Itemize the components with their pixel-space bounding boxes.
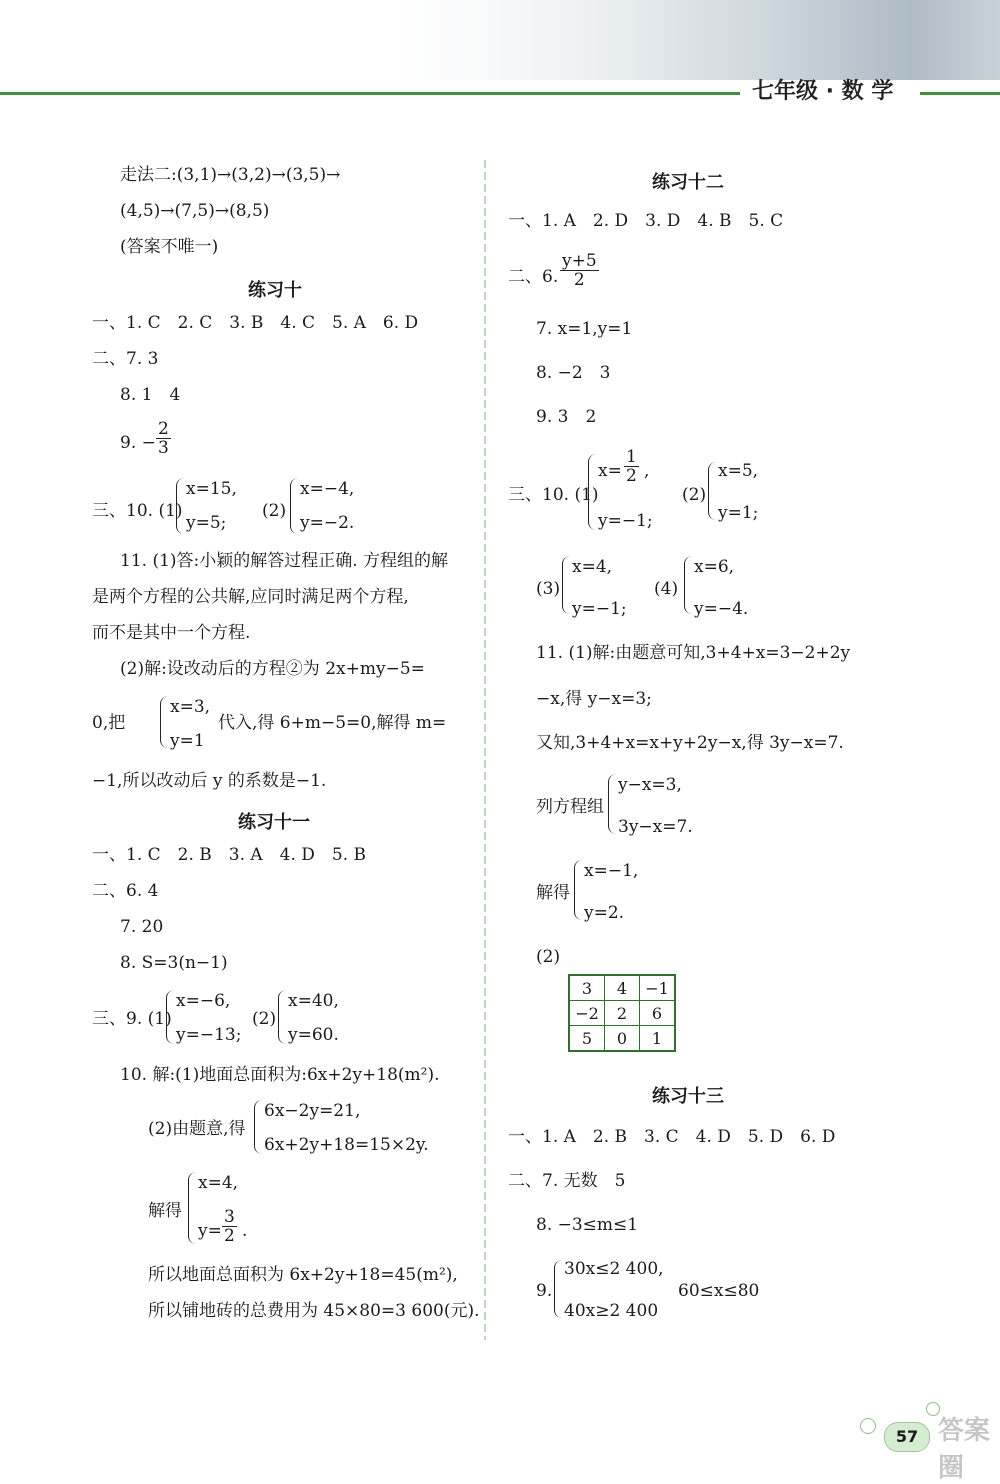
table-row	[569, 1001, 675, 1026]
system-line: x=4,	[198, 1173, 239, 1193]
system-line: y=−1;	[572, 599, 627, 619]
answer-13-9: 9.	[536, 1281, 553, 1301]
column-divider	[484, 160, 486, 1340]
system-line: x=4,	[572, 557, 613, 577]
answer-12-11-line-2: −x,得 y−x=3;	[536, 689, 652, 709]
system-line: x=40,	[288, 991, 339, 1011]
section-title-10: 练习十	[248, 280, 302, 301]
answer-12-1: 一、1. A 2. D 3. D 4. B 5. C	[508, 211, 784, 231]
answer-11-9-label: 三、9. (1)	[92, 1009, 172, 1029]
table-cell: 1	[640, 1026, 676, 1052]
route-line-2: (4,5)→(7,5)→(8,5)	[120, 201, 270, 221]
answer-12-10-label: 三、10. (1)	[508, 485, 599, 505]
brace-icon	[160, 696, 169, 748]
magic-square-table	[568, 974, 676, 1052]
brace-icon	[290, 478, 299, 534]
brace-icon	[562, 556, 571, 614]
table-row	[569, 975, 675, 1001]
brace-icon	[574, 860, 583, 920]
answer-11-line-1: 11. (1)答:小颖的解答过程正确. 方程组的解	[120, 551, 449, 571]
answer-11-line-3: 而不是其中一个方程.	[92, 623, 251, 643]
brace-icon	[254, 1100, 263, 1154]
system-line: y=1	[170, 731, 205, 751]
answer-10-10-part2: (2)	[262, 501, 287, 521]
answer-11-10-cost: 所以铺地砖的总费用为 45×80=3 600(元).	[148, 1301, 480, 1321]
table-cell: 6	[640, 1001, 676, 1026]
system-line: 6x+2y+18=15×2y.	[264, 1135, 429, 1155]
brace-icon	[166, 990, 175, 1044]
answer-10-7: 二、7. 3	[92, 349, 159, 369]
answer-12-11-solve: 解得	[536, 883, 570, 903]
page-header-title: 七年级 · 数 学	[752, 79, 894, 104]
answer-12-10-part3: (3)	[536, 579, 561, 599]
answer-11-10-2: (2)由题意,得	[148, 1119, 246, 1139]
system-line: y=−2.	[300, 513, 355, 533]
table-cell: −2	[569, 1001, 605, 1026]
answer-12-11-part2: (2)	[536, 947, 561, 967]
answer-11-9-part2: (2)	[252, 1009, 277, 1029]
system-line: y=−13;	[176, 1025, 242, 1045]
system-line: y=−1;	[598, 511, 653, 531]
system-line: y=60.	[288, 1025, 339, 1045]
table-row	[569, 1026, 675, 1052]
answer-12-7: 7. x=1,y=1	[536, 319, 633, 339]
answer-12-10-part4: (4)	[654, 579, 679, 599]
page-number: 57	[884, 1422, 930, 1452]
system-line: y−x=3,	[618, 775, 682, 795]
answer-10-10-label: 三、10. (1)	[92, 501, 183, 521]
answer-10-8: 8. 1 4	[120, 385, 181, 405]
answer-11-line-4: (2)解:设改动后的方程②为 2x+my−5=	[120, 659, 425, 679]
answer-11-line-6: −1,所以改动后 y 的系数是−1.	[92, 771, 327, 791]
table-cell: 5	[569, 1026, 605, 1052]
brace-icon	[554, 1260, 563, 1318]
answer-10-9: 9. −	[120, 433, 156, 453]
answer-11-10-solve: 解得	[148, 1201, 182, 1221]
system-line: 6x−2y=21,	[264, 1101, 361, 1121]
answer-11-1: 一、1. C 2. B 3. A 4. D 5. B	[92, 845, 367, 865]
system-line: y=−4.	[694, 599, 749, 619]
system-line: x=−1,	[584, 861, 639, 881]
answer-12-11-line-3: 又知,3+4+x=x+y+2y−x,得 3y−x=7.	[536, 733, 844, 753]
system-line: x=6,	[694, 557, 735, 577]
answer-11-7: 7. 20	[120, 917, 164, 937]
system-line-end: .	[242, 1221, 248, 1241]
system-line: y=1;	[718, 503, 759, 523]
answer-12-10-part2: (2)	[682, 485, 707, 505]
answer-12-8: 8. −2 3	[536, 363, 611, 383]
brace-icon	[708, 462, 717, 520]
brace-icon	[278, 990, 287, 1044]
header-decoration	[400, 0, 1000, 80]
system-line: y=5;	[186, 513, 227, 533]
answer-12-6: 二、6.	[508, 267, 559, 287]
answer-12-11-line-1: 11. (1)解:由题意可知,3+4+x=3−2+2y	[536, 643, 851, 663]
answer-11-6: 二、6. 4	[92, 881, 159, 901]
answer-11-8: 8. S=3(n−1)	[120, 953, 228, 973]
answer-12-9: 9. 3 2	[536, 407, 597, 427]
fraction-y: $\frac{3}{2}$	[224, 1207, 235, 1246]
system-line: x=3,	[170, 697, 211, 717]
route-line-1: 走法二:(3,1)→(3,2)→(3,5)→	[120, 165, 341, 185]
system-line: y=2.	[584, 903, 625, 923]
answer-12-11-system-label: 列方程组	[536, 797, 604, 817]
answer-11-line-2: 是两个方程的公共解,应同时满足两个方程,	[92, 587, 409, 607]
brace-icon	[188, 1172, 197, 1244]
table-cell: 0	[605, 1026, 640, 1052]
answer-13-9-range: 60≤x≤80	[678, 1281, 760, 1301]
fraction-10-9: $\frac{2}{3}$	[158, 419, 169, 458]
answer-10-1: 一、1. C 2. C 3. B 4. C 5. A 6. D	[92, 313, 419, 333]
system-line: 30x≤2 400,	[564, 1259, 664, 1279]
watermark-logo: 答案圈	[938, 1416, 991, 1483]
table-cell: −1	[640, 975, 676, 1001]
fraction-x: $\frac{1}{2}$	[626, 447, 637, 486]
fraction-12-6: $\frac{y+5}{2}$	[562, 251, 597, 290]
system-line: 3y−x=7.	[618, 817, 693, 837]
system-line: x=−4,	[300, 479, 355, 499]
system-line: x=15,	[186, 479, 237, 499]
header-rule	[0, 92, 740, 95]
table-cell: 4	[605, 975, 640, 1001]
answer-11-10-area: 所以地面总面积为 6x+2y+18=45(m²),	[148, 1265, 458, 1285]
table-cell: 2	[605, 1001, 640, 1026]
table-cell: 3	[569, 975, 605, 1001]
answer-11-line-5b: 代入,得 6+m−5=0,解得 m=	[218, 713, 447, 733]
system-line: x=	[598, 461, 622, 481]
section-title-12: 练习十二	[652, 172, 724, 193]
brace-icon	[588, 454, 597, 530]
system-line: x=5,	[718, 461, 759, 481]
decor-circle-icon	[860, 1418, 876, 1434]
route-note: (答案不唯一)	[120, 237, 219, 257]
answer-13-8: 8. −3≤m≤1	[536, 1215, 639, 1235]
header-rule-right	[920, 92, 1000, 95]
brace-icon	[684, 556, 693, 614]
brace-icon	[608, 774, 617, 834]
answer-13-1: 一、1. A 2. B 3. C 4. D 5. D 6. D	[508, 1127, 836, 1147]
system-line-end: ,	[644, 461, 650, 481]
section-title-13: 练习十三	[652, 1086, 724, 1107]
section-title-11: 练习十一	[238, 812, 310, 833]
answer-13-7: 二、7. 无数 5	[508, 1171, 626, 1191]
system-line: x=−6,	[176, 991, 231, 1011]
answer-11-line-5: 0,把	[92, 713, 126, 733]
brace-icon	[176, 478, 185, 534]
system-line: 40x≥2 400	[564, 1301, 659, 1321]
system-line: y=	[198, 1221, 222, 1241]
answer-11-10-1: 10. 解:(1)地面总面积为:6x+2y+18(m²).	[120, 1065, 440, 1085]
